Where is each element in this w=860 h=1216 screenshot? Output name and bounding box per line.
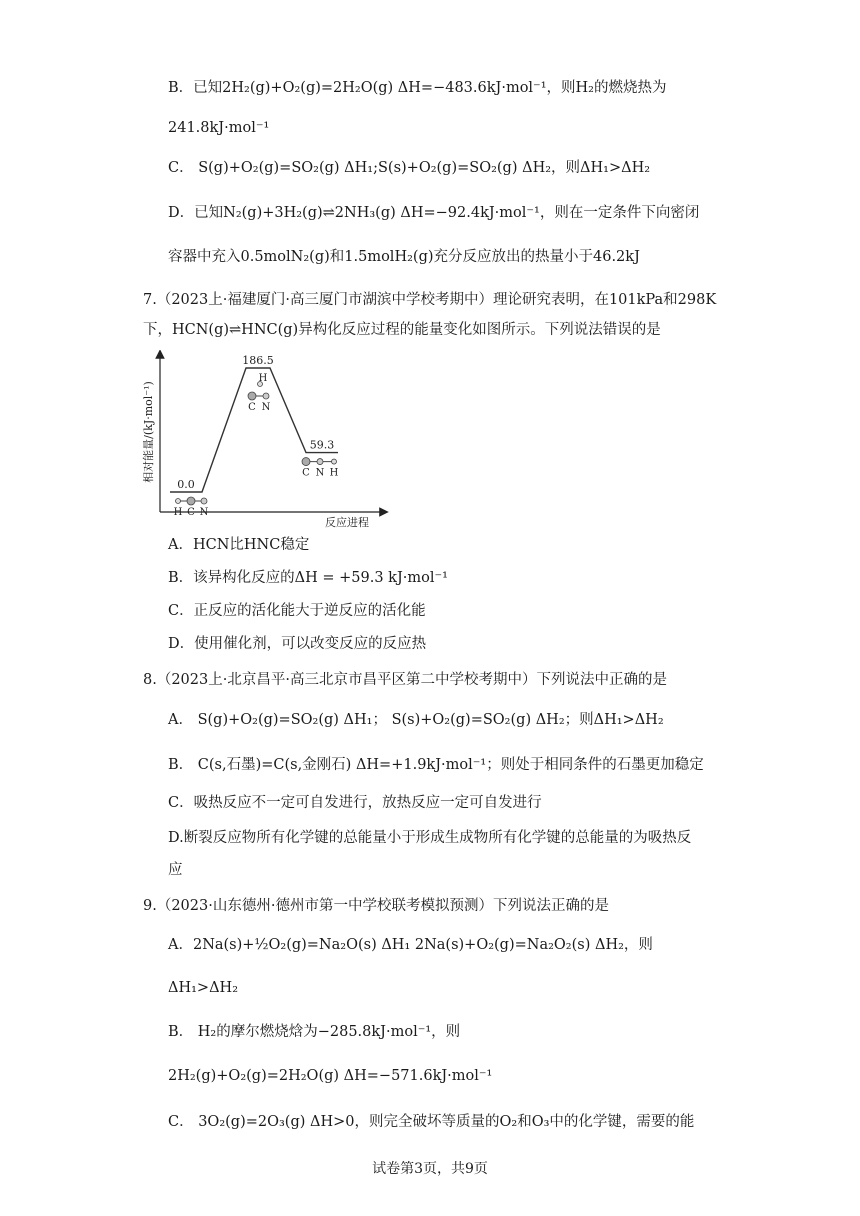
q9-stem: 9.（2023·山东德州·德州市第一中学校联考模拟预测）下列说法正确的是 (143, 898, 609, 914)
q8-option-b: B． C(s,石墨)=C(s,金刚石) ΔH=+1.9kJ·mol⁻¹；则处于相同条件的石墨更加稳定 (168, 757, 704, 773)
q9-option-b-line1: B． H₂的摩尔燃烧焓为−285.8kJ·mol⁻¹，则 (168, 1024, 461, 1040)
q7-option-d: D．使用催化剂，可以改变反应的反应热 (168, 636, 427, 652)
atom (176, 499, 181, 504)
level-label-product: 59.3 (309, 438, 335, 452)
atom-label: N (315, 467, 325, 479)
q8-option-d-line2: 应 (168, 862, 183, 878)
q8-stem: 8.（2023上·北京昌平·高三北京市昌平区第二中学校考期中）下列说法中正确的是 (143, 672, 667, 688)
q9-option-c-line1: C． 3O₂(g)=2O₃(g) ΔH>0，则完全破坏等质量的O₂和O₃中的化学键，需要的能 (168, 1114, 695, 1130)
q6-option-d-line1: D．已知N₂(g)+3H₂(g)⇌2NH₃(g) ΔH=−92.4kJ·mol⁻¹，则在一定条件下向密闭 (168, 205, 700, 221)
level-label-transition: 186.5 (242, 354, 274, 367)
q9-option-b-line2: 2H₂(g)+O₂(g)=2H₂O(g) ΔH=−571.6kJ·mol⁻¹ (168, 1068, 493, 1084)
atom (201, 498, 207, 504)
q7-option-b: B．该异构化反应的ΔH = +59.3 kJ·mol⁻¹ (168, 570, 448, 586)
hcn-molecule (174, 497, 209, 518)
x-axis-label: 反应进程 (325, 516, 369, 529)
energy-profile-chart (142, 350, 392, 530)
level-label-reactant: 0.0 (177, 478, 195, 491)
atom (332, 459, 337, 464)
q8-option-a: A． S(g)+O₂(g)=SO₂(g) ΔH₁； S(s)+O₂(g)=SO₂(g) ΔH₂；则ΔH₁>ΔH₂ (168, 712, 664, 728)
q9-option-a-line2: ΔH₁>ΔH₂ (168, 980, 239, 996)
atom (187, 497, 195, 505)
energy-profile-line (170, 368, 338, 492)
atom (302, 458, 310, 466)
hnc-molecule (302, 458, 339, 479)
y-axis-label: 相对能量/(kJ·mol⁻¹) (142, 381, 155, 483)
atom (263, 393, 269, 399)
atom-label: N (199, 507, 209, 518)
atom-label: H (258, 373, 268, 384)
atom-label: N (261, 402, 271, 413)
q7-stem-line1: 7.（2023上·福建厦门·高三厦门市湖滨中学校考期中）理论研究表明，在101kPa和298K (143, 292, 717, 308)
q6-option-b-line1: B．已知2H₂(g)+O₂(g)=2H₂O(g) ΔH=−483.6kJ·mol⁻¹，则H₂的燃烧热为 (168, 80, 667, 96)
q8-option-d-line1: D.断裂反应物所有化学键的总能量小于形成生成物所有化学键的总能量的为吸热反 (168, 830, 692, 846)
atom-label: C (248, 402, 256, 413)
transition-state-molecule (248, 373, 271, 413)
q7-option-a: A．HCN比HNC稳定 (168, 537, 310, 553)
q6-option-c: C． S(g)+O₂(g)=SO₂(g) ΔH₁;S(s)+O₂(g)=SO₂(g) ΔH₂，则ΔH₁>ΔH₂ (168, 160, 651, 176)
atom-label: H (329, 467, 339, 479)
q7-stem-line2: 下，HCN(g)⇌HNC(g)异构化反应过程的能量变化如图所示。下列说法错误的是 (143, 322, 661, 338)
atom-label: C (302, 467, 310, 479)
atom-label: C (187, 507, 195, 518)
q8-option-c: C．吸热反应不一定可自发进行，放热反应一定可自发进行 (168, 795, 542, 811)
q7-option-c: C．正反应的活化能大于逆反应的活化能 (168, 603, 426, 619)
q6-option-d-line2: 容器中充入0.5molN₂(g)和1.5molH₂(g)充分反应放出的热量小于46.2kJ (168, 249, 640, 265)
atom-label: H (173, 507, 183, 518)
q6-option-b-line2: 241.8kJ·mol⁻¹ (168, 120, 270, 136)
page-footer: 试卷第3页，共9页 (372, 1161, 488, 1177)
q9-option-a-line1: A．2Na(s)+½O₂(g)=Na₂O(s) ΔH₁ 2Na(s)+O₂(g)=Na₂O₂(s) ΔH₂，则 (168, 937, 653, 953)
atom (317, 459, 323, 465)
atom (248, 392, 256, 400)
